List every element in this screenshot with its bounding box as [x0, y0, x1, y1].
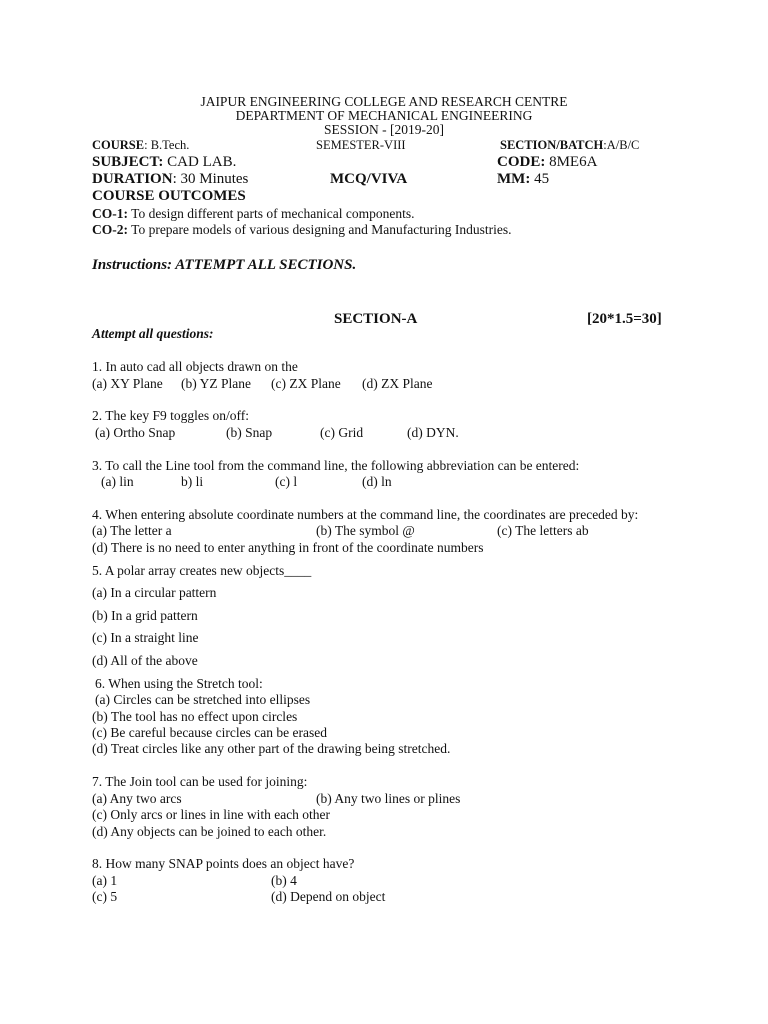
section-marks: [20*1.5=30] — [587, 311, 662, 327]
department-name: DEPARTMENT OF MECHANICAL ENGINEERING — [235, 108, 533, 123]
section-label: SECTION/BATCH — [500, 138, 604, 152]
q2-option-d: (d) DYN. — [407, 425, 459, 440]
question-1: 1. In auto cad all objects drawn on the — [92, 359, 298, 374]
code-field — [497, 154, 597, 170]
course-field — [92, 137, 189, 153]
q5-option-a: (a) In a circular pattern — [92, 585, 217, 600]
q5-option-c: (c) In a straight line — [92, 630, 199, 645]
duration-field — [92, 171, 248, 187]
co1-label: CO-1: — [92, 206, 128, 221]
question-2: 2. The key F9 toggles on/off: — [92, 408, 249, 423]
mm-label: MM: — [497, 171, 531, 187]
subject-label: SUBJECT: — [92, 154, 164, 170]
code-label: CODE: — [497, 154, 546, 170]
duration-value: : 30 Minutes — [172, 171, 249, 187]
duration-label: DURATION — [92, 171, 173, 187]
question-8: 8. How many SNAP points does an object have? — [92, 856, 355, 871]
q6-option-b: (b) The tool has no effect upon circles — [92, 709, 298, 724]
q3-option-a: (a) lin — [101, 474, 134, 489]
q2-option-b: (b) Snap — [226, 425, 273, 440]
q8-option-c: (c) 5 — [92, 889, 118, 904]
q6-option-a: (a) Circles can be stretched into ellipses — [95, 692, 311, 707]
session: SESSION - [2019-20] — [324, 122, 444, 137]
q8-option-a: (a) 1 — [92, 873, 118, 888]
q8-option-b: (b) 4 — [271, 873, 297, 888]
co2 — [92, 222, 511, 238]
q7-option-a: (a) Any two arcs — [92, 791, 182, 806]
question-6: 6. When using the Stretch tool: — [95, 676, 263, 691]
q1-option-a: (a) XY Plane — [92, 376, 163, 391]
q7-option-d: (d) Any objects can be joined to each other. — [92, 824, 327, 839]
question-7: 7. The Join tool can be used for joining: — [92, 774, 308, 789]
subject-value: CAD LAB. — [167, 154, 237, 170]
co1-text: To design different parts of mechanical components. — [131, 206, 415, 221]
q4-option-b: (b) The symbol @ — [316, 523, 415, 538]
code-value: 8ME6A — [549, 154, 598, 170]
q2-option-a: (a) Ortho Snap — [95, 425, 176, 440]
college-name: JAIPUR ENGINEERING COLLEGE AND RESEARCH CENTRE — [200, 94, 568, 109]
instructions: Instructions: ATTEMPT ALL SECTIONS. — [92, 257, 357, 273]
question-3: 3. To call the Line tool from the command line, the following abbreviation can be entered: — [92, 458, 580, 473]
co1 — [92, 206, 414, 222]
q7-option-b: (b) Any two lines or plines — [316, 791, 461, 806]
question-5: 5. A polar array creates new objects____ — [92, 563, 312, 578]
q8-option-d: (d) Depend on object — [271, 889, 386, 904]
question-4: 4. When entering absolute coordinate numbers at the command line, the coordinates are preceded by: — [92, 507, 639, 522]
q4-option-c: (c) The letters ab — [497, 523, 589, 538]
q3-option-c: (c) l — [275, 474, 298, 489]
mm-value: 45 — [534, 171, 550, 187]
co2-text: To prepare models of various designing and Manufacturing Industries. — [131, 222, 512, 237]
course-value: : B.Tech. — [144, 138, 190, 152]
q4-option-a: (a) The letter a — [92, 523, 172, 538]
section-title: SECTION-A — [334, 311, 418, 327]
exam-type: MCQ/VIVA — [330, 171, 408, 187]
q1-option-d: (d) ZX Plane — [362, 376, 433, 391]
section-field — [500, 137, 639, 153]
q2-option-c: (c) Grid — [320, 425, 364, 440]
q1-option-c: (c) ZX Plane — [271, 376, 341, 391]
q3-option-b: b) li — [181, 474, 204, 489]
q5-option-b: (b) In a grid pattern — [92, 608, 198, 623]
q6-option-d: (d) Treat circles like any other part of the drawing being stretched. — [92, 741, 451, 756]
q6-option-c: (c) Be careful because circles can be erased — [92, 725, 327, 740]
q4-option-d: (d) There is no need to enter anything in front of the coordinate numbers — [92, 540, 484, 555]
q5-option-d: (d) All of the above — [92, 653, 198, 668]
course-outcomes-heading: COURSE OUTCOMES — [92, 188, 246, 204]
semester: SEMESTER-VIII — [316, 138, 406, 152]
q3-option-d: (d) ln — [362, 474, 392, 489]
course-label: COURSE — [92, 138, 145, 152]
section-value: :A/B/C — [603, 138, 640, 152]
q1-option-b: (b) YZ Plane — [181, 376, 251, 391]
attempt-instruction: Attempt all questions: — [92, 326, 214, 341]
q7-option-c: (c) Only arcs or lines in line with each other — [92, 807, 331, 822]
mm-field — [497, 171, 549, 187]
co2-label: CO-2: — [92, 222, 128, 237]
subject-field — [92, 154, 236, 170]
